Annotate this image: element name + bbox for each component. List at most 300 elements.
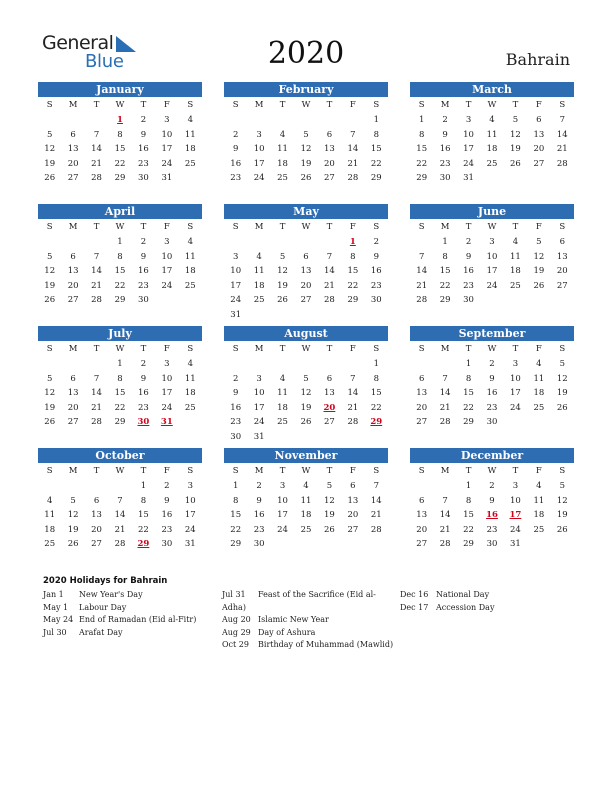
day-cell: 26	[510, 158, 521, 169]
holiday-day-cell: 29	[137, 539, 150, 550]
weekday-label: F	[349, 222, 356, 232]
day-cell: 30	[439, 173, 451, 184]
day-cell: 26	[300, 173, 312, 184]
day-cell: 2	[140, 115, 147, 125]
day-cell: 7	[350, 373, 356, 384]
day-cell: 13	[324, 144, 335, 155]
day-cell: 18	[510, 266, 521, 277]
day-cell: 2	[442, 115, 448, 125]
month-november	[224, 448, 388, 570]
day-cell: 25	[44, 539, 56, 550]
empty-cell	[85, 113, 108, 128]
day-cell: 2	[489, 481, 495, 491]
month-header: August	[224, 326, 388, 341]
day-cell: 7	[442, 373, 448, 384]
weekday-label: T	[279, 100, 286, 110]
empty-cell	[61, 235, 84, 250]
day-cell: 12	[67, 510, 79, 521]
day-cell: 25	[184, 158, 196, 169]
month-header: December	[410, 448, 574, 463]
day-cell: 13	[67, 144, 79, 155]
holiday-name: Arafat Day	[79, 627, 123, 637]
day-cell: 31	[463, 173, 474, 184]
holiday-row	[400, 589, 494, 602]
month-july	[38, 326, 202, 448]
day-cell: 7	[350, 129, 356, 140]
day-cell: 2	[140, 237, 147, 247]
empty-cell	[294, 235, 317, 250]
day-cell: 29	[114, 417, 126, 428]
day-cell: 24	[486, 280, 498, 291]
day-cell: 18	[277, 402, 288, 413]
month-june	[410, 204, 574, 326]
day-cell: 17	[253, 158, 265, 169]
weekday-label: M	[254, 344, 264, 354]
day-cell: 16	[230, 158, 242, 169]
day-cell: 9	[140, 373, 147, 384]
day-cell: 24	[161, 280, 173, 291]
day-cell: 10	[510, 495, 521, 506]
day-cell: 2	[140, 359, 147, 369]
day-cell: 29	[463, 417, 474, 428]
day-cell: 18	[533, 510, 545, 521]
day-cell: 22	[347, 280, 359, 291]
month-march	[410, 82, 574, 204]
holiday-row	[43, 589, 196, 602]
holiday-row	[222, 589, 393, 602]
day-cell: 23	[486, 402, 498, 413]
holiday-day-cell: 17	[509, 510, 522, 521]
day-cell: 17	[161, 144, 173, 155]
day-cell: 3	[256, 129, 262, 140]
day-cell: 25	[253, 295, 265, 306]
day-cell: 4	[187, 359, 193, 369]
weekday-label: S	[187, 344, 194, 354]
empty-cell	[224, 235, 247, 250]
day-cell: 27	[416, 417, 428, 428]
day-cell: 14	[114, 510, 126, 521]
day-cell: 4	[187, 115, 193, 125]
day-cell: 17	[277, 510, 288, 521]
day-cell: 17	[161, 266, 173, 277]
day-cell: 26	[44, 417, 56, 428]
day-cell: 1	[465, 481, 472, 491]
day-cell: 28	[556, 158, 568, 169]
weekday-label: M	[440, 100, 450, 110]
day-cell: 29	[463, 539, 474, 550]
day-cell: 7	[419, 251, 425, 262]
holiday-day-cell: 30	[137, 417, 150, 428]
day-cell: 26	[44, 295, 56, 306]
empty-cell	[318, 235, 341, 250]
month-header: March	[410, 82, 574, 97]
day-cell: 10	[253, 388, 265, 399]
day-cell: 7	[373, 481, 379, 491]
day-cell: 9	[233, 144, 239, 155]
day-cell: 23	[370, 280, 382, 291]
day-cell: 6	[419, 495, 425, 506]
day-cell: 3	[164, 115, 170, 125]
weekday-label: S	[46, 222, 53, 232]
empty-cell	[247, 113, 270, 128]
day-cell: 3	[465, 115, 472, 125]
weekday-label: T	[279, 344, 286, 354]
day-cell: 1	[373, 359, 379, 369]
day-cell: 19	[44, 158, 56, 169]
day-cell: 5	[512, 115, 519, 125]
day-cell: 25	[300, 524, 312, 535]
day-cell: 5	[303, 373, 309, 384]
day-cell: 11	[44, 510, 56, 521]
day-cell: 24	[161, 158, 173, 169]
day-cell: 13	[67, 266, 79, 277]
day-cell: 5	[47, 373, 53, 384]
holiday-name: Birthday of Muhammad (Mawlid)	[258, 640, 394, 649]
day-cell: 23	[486, 524, 498, 535]
day-cell: 21	[416, 280, 428, 291]
day-cell: 7	[117, 495, 123, 506]
day-cell: 23	[138, 280, 149, 291]
day-cell: 20	[91, 524, 102, 535]
day-cell: 19	[300, 158, 312, 169]
day-cell: 28	[347, 173, 359, 184]
holiday-column	[222, 589, 393, 652]
day-cell: 14	[347, 144, 359, 155]
day-cell: 16	[230, 402, 242, 413]
day-cell: 20	[67, 158, 79, 169]
day-cell: 13	[416, 388, 428, 399]
day-cell: 2	[233, 129, 239, 140]
day-cell: 6	[536, 115, 542, 125]
weekday-label: T	[465, 100, 472, 110]
day-cell: 16	[439, 144, 451, 155]
holiday-day-cell: 16	[486, 510, 498, 521]
weekday-label: M	[68, 466, 78, 476]
day-cell: 7	[93, 373, 100, 384]
day-cell: 24	[230, 295, 242, 306]
month-header: October	[38, 448, 202, 463]
weekday-label: F	[163, 344, 170, 354]
day-cell: 21	[439, 402, 451, 413]
weekday-label: M	[440, 466, 450, 476]
weekday-label: F	[349, 344, 356, 354]
day-cell: 17	[184, 510, 196, 521]
holiday-column	[43, 589, 196, 639]
day-cell: 5	[326, 481, 333, 491]
weekday-label: S	[559, 222, 566, 232]
weekday-label: T	[326, 222, 333, 232]
day-cell: 11	[300, 495, 312, 506]
weekday-label: W	[301, 344, 311, 354]
day-cell: 14	[439, 388, 451, 399]
weekday-label: T	[512, 100, 519, 110]
day-cell: 14	[439, 510, 451, 521]
day-grid	[224, 463, 388, 552]
day-cell: 7	[326, 251, 333, 262]
day-cell: 17	[463, 144, 474, 155]
day-cell: 30	[486, 539, 498, 550]
day-cell: 23	[138, 158, 149, 169]
day-cell: 28	[91, 173, 102, 184]
day-cell: 15	[114, 144, 126, 155]
day-cell: 12	[44, 388, 56, 399]
weekday-label: W	[115, 100, 125, 110]
day-cell: 21	[324, 280, 335, 291]
day-cell: 5	[303, 129, 309, 140]
day-cell: 20	[67, 402, 79, 413]
day-cell: 12	[44, 144, 56, 155]
weekday-label: S	[373, 466, 380, 476]
day-cell: 6	[303, 251, 309, 262]
day-cell: 27	[347, 524, 359, 535]
month-may	[224, 204, 388, 326]
day-cell: 15	[463, 388, 474, 399]
weekday-label: W	[487, 344, 497, 354]
empty-cell	[271, 235, 294, 250]
day-cell: 13	[91, 510, 102, 521]
empty-cell	[61, 479, 84, 494]
day-cell: 19	[44, 280, 56, 291]
weekday-label: S	[418, 222, 425, 232]
day-cell: 3	[489, 237, 495, 247]
day-cell: 3	[512, 359, 519, 369]
weekday-label: S	[559, 100, 566, 110]
day-cell: 8	[373, 129, 379, 140]
day-cell: 4	[279, 373, 286, 384]
day-grid	[410, 341, 574, 430]
day-cell: 6	[559, 237, 565, 247]
day-cell: 23	[463, 280, 474, 291]
weekday-label: S	[418, 466, 425, 476]
weekday-label: T	[93, 344, 100, 354]
day-cell: 18	[533, 388, 545, 399]
day-cell: 10	[277, 495, 288, 506]
day-cell: 30	[230, 431, 242, 442]
day-grid	[224, 341, 388, 445]
empty-cell	[38, 479, 61, 494]
day-cell: 6	[326, 373, 333, 384]
weekday-label: T	[465, 344, 472, 354]
day-cell: 5	[536, 237, 542, 247]
day-cell: 17	[253, 402, 265, 413]
month-header: May	[224, 204, 388, 219]
day-cell: 10	[161, 129, 173, 140]
day-cell: 18	[277, 158, 288, 169]
holiday-row	[43, 614, 196, 627]
day-cell: 7	[93, 251, 100, 262]
day-cell: 14	[347, 388, 359, 399]
day-cell: 5	[559, 481, 565, 491]
day-cell: 26	[300, 417, 312, 428]
holiday-date: Aug 29	[222, 627, 251, 637]
day-cell: 22	[114, 158, 126, 169]
day-cell: 3	[187, 481, 193, 491]
weekday-label: T	[326, 100, 333, 110]
day-cell: 15	[138, 510, 149, 521]
day-cell: 20	[300, 280, 312, 291]
weekday-label: S	[232, 100, 239, 110]
day-cell: 17	[161, 388, 173, 399]
day-grid	[410, 463, 574, 552]
day-cell: 14	[556, 129, 568, 140]
weekday-label: T	[465, 222, 472, 232]
day-cell: 14	[370, 495, 382, 506]
day-cell: 20	[416, 402, 428, 413]
day-cell: 22	[463, 402, 474, 413]
day-cell: 8	[442, 251, 448, 262]
day-cell: 26	[556, 524, 568, 535]
day-cell: 8	[465, 373, 472, 384]
day-cell: 5	[47, 129, 53, 140]
weekday-label: F	[349, 100, 356, 110]
weekday-label: F	[535, 466, 542, 476]
day-cell: 24	[510, 402, 521, 413]
weekday-label: T	[140, 222, 147, 232]
day-cell: 22	[138, 524, 149, 535]
weekday-label: M	[440, 222, 450, 232]
day-cell: 25	[486, 158, 498, 169]
weekday-label: W	[115, 344, 125, 354]
weekday-label: W	[301, 222, 311, 232]
day-cell: 3	[164, 237, 170, 247]
day-cell: 4	[47, 495, 53, 506]
day-cell: 16	[486, 388, 498, 399]
day-cell: 8	[117, 373, 123, 384]
day-cell: 26	[324, 524, 335, 535]
day-cell: 31	[510, 539, 521, 550]
weekday-label: S	[418, 344, 425, 354]
day-cell: 9	[442, 129, 448, 140]
empty-cell	[247, 357, 270, 372]
day-cell: 27	[67, 173, 79, 184]
day-cell: 26	[277, 295, 288, 306]
logo-general-text: General	[42, 32, 114, 54]
holiday-row	[43, 627, 196, 640]
empty-cell	[38, 113, 61, 128]
day-cell: 11	[277, 144, 288, 155]
holiday-name: Islamic New Year	[258, 615, 329, 624]
day-cell: 12	[533, 251, 545, 262]
day-cell: 24	[253, 417, 265, 428]
weekday-label: S	[373, 344, 380, 354]
empty-cell	[318, 113, 341, 128]
day-cell: 24	[463, 158, 474, 169]
day-grid	[38, 463, 202, 552]
day-cell: 22	[416, 158, 428, 169]
empty-cell	[271, 113, 294, 128]
day-cell: 24	[253, 173, 265, 184]
day-cell: 6	[326, 129, 333, 140]
day-cell: 11	[277, 388, 288, 399]
day-cell: 28	[91, 295, 102, 306]
day-cell: 2	[233, 373, 239, 384]
day-cell: 22	[114, 280, 126, 291]
holiday-day-cell: 1	[349, 237, 356, 247]
weekday-label: T	[279, 466, 286, 476]
holiday-date: Jan 1	[43, 590, 64, 599]
weekday-label: S	[46, 100, 53, 110]
day-cell: 19	[67, 524, 79, 535]
day-cell: 6	[419, 373, 425, 384]
holiday-row	[43, 602, 196, 615]
weekday-label: S	[46, 466, 53, 476]
day-cell: 29	[230, 539, 242, 550]
day-cell: 14	[91, 388, 102, 399]
day-cell: 29	[370, 173, 382, 184]
day-cell: 9	[233, 388, 239, 399]
day-cell: 23	[138, 402, 149, 413]
weekday-label: M	[254, 222, 264, 232]
day-cell: 31	[161, 173, 173, 184]
day-cell: 18	[184, 266, 196, 277]
day-cell: 27	[91, 539, 102, 550]
holiday-date: Jul 31	[222, 590, 246, 599]
day-cell: 30	[138, 173, 149, 184]
day-cell: 28	[439, 417, 451, 428]
month-february	[224, 82, 388, 204]
weekday-label: T	[512, 466, 519, 476]
day-cell: 3	[512, 481, 519, 491]
weekday-label: S	[559, 344, 566, 354]
day-cell: 4	[512, 237, 519, 247]
holiday-row	[400, 602, 494, 615]
day-cell: 15	[230, 510, 242, 521]
day-cell: 24	[510, 524, 521, 535]
holiday-date: Oct 29	[222, 640, 249, 649]
holiday-day-cell: 31	[160, 417, 173, 428]
day-cell: 20	[533, 144, 545, 155]
day-cell: 25	[533, 524, 545, 535]
day-cell: 25	[510, 280, 521, 291]
day-cell: 24	[184, 524, 196, 535]
day-cell: 13	[300, 266, 312, 277]
day-cell: 22	[439, 280, 451, 291]
day-cell: 12	[277, 266, 288, 277]
empty-cell	[341, 357, 364, 372]
empty-cell	[341, 113, 364, 128]
holiday-date: Dec 17	[400, 602, 429, 612]
day-cell: 8	[233, 495, 239, 506]
day-cell: 13	[347, 495, 359, 506]
day-cell: 11	[184, 251, 196, 262]
day-cell: 31	[253, 431, 265, 442]
weekday-label: S	[232, 222, 239, 232]
month-december	[410, 448, 574, 570]
day-cell: 15	[416, 144, 428, 155]
month-header: June	[410, 204, 574, 219]
day-cell: 4	[536, 359, 542, 369]
day-cell: 12	[324, 495, 335, 506]
weekday-label: T	[93, 100, 100, 110]
day-cell: 16	[463, 266, 474, 277]
day-cell: 18	[184, 388, 196, 399]
day-cell: 26	[533, 280, 545, 291]
day-cell: 11	[533, 495, 545, 506]
day-cell: 19	[277, 280, 288, 291]
holiday-row	[222, 639, 393, 652]
day-cell: 5	[47, 251, 53, 262]
empty-cell	[224, 113, 247, 128]
day-cell: 12	[510, 129, 521, 140]
day-cell: 9	[489, 495, 495, 506]
weekday-label: F	[163, 222, 170, 232]
day-cell: 13	[533, 129, 545, 140]
weekday-label: T	[140, 466, 147, 476]
month-header: July	[38, 326, 202, 341]
empty-cell	[410, 357, 433, 372]
day-grid	[38, 341, 202, 430]
day-cell: 11	[184, 373, 196, 384]
